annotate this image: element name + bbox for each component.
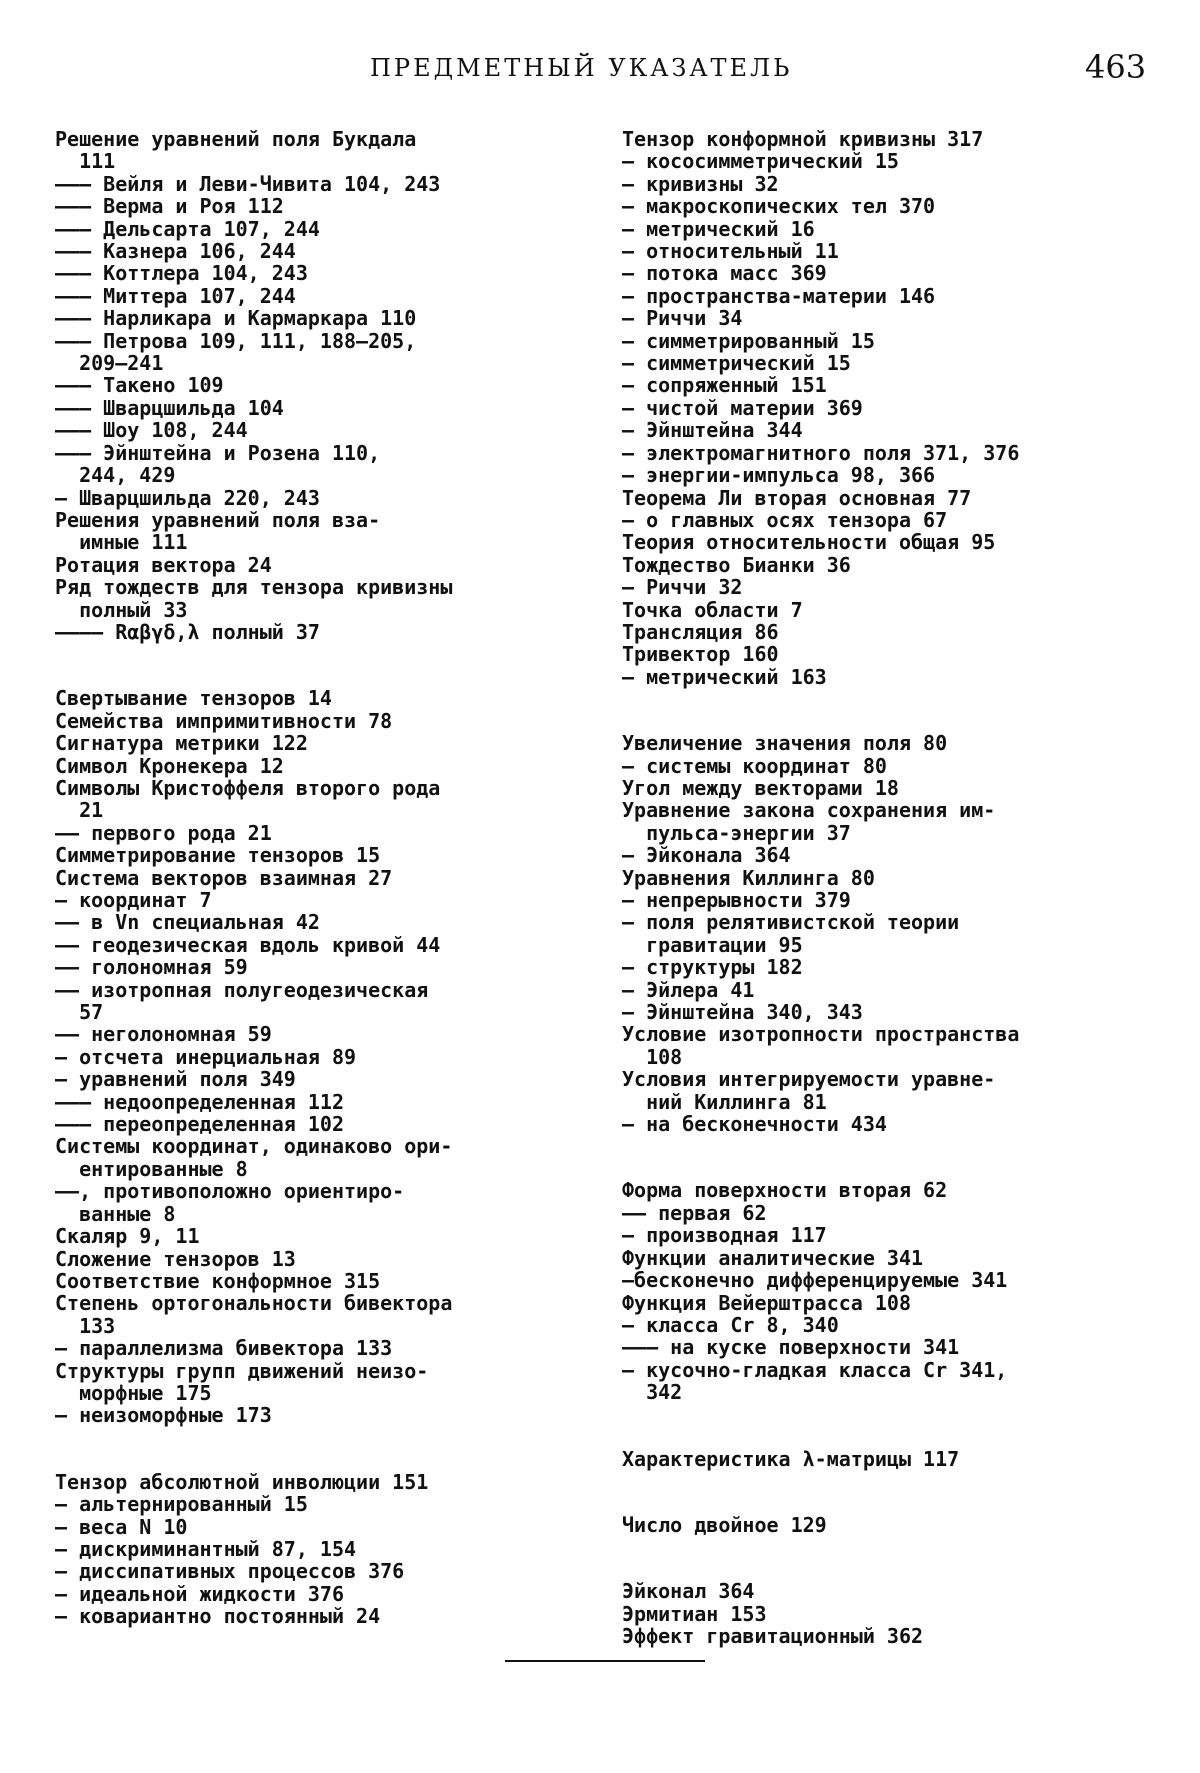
index-entry: Симметрирование тензоров 15 — [55, 843, 381, 868]
index-entry: ванные 8 — [55, 1201, 176, 1226]
index-entry: — идеальной жидкости 376 — [55, 1581, 344, 1606]
index-entry: Системы координат, одинаково ори- — [55, 1134, 453, 1159]
index-entry: ——— Такено 109 — [55, 373, 224, 398]
index-entry: —— голономная 59 — [55, 955, 248, 980]
index-entry: — электромагнитного поля 371, 376 — [622, 440, 1020, 465]
index-entry: ——— Казнера 106, 244 — [55, 239, 296, 264]
index-entry: ——— Дельсарта 107, 244 — [55, 216, 320, 241]
index-entry: ——— Шварцшильда 104 — [55, 395, 284, 420]
index-entry: 57 — [55, 1000, 104, 1025]
index-entry: Характеристика λ-матрицы 117 — [622, 1446, 960, 1471]
index-entry: Точка области 7 — [622, 597, 803, 622]
index-entry: Эрмитиан 153 — [622, 1601, 767, 1626]
index-entry: — ковариантно постоянный 24 — [55, 1604, 381, 1629]
index-entry: ——— Эйнштейна и Розена 110, — [55, 440, 381, 465]
index-section-gap — [622, 688, 1162, 732]
index-entry: — Шварцшильда 220, 243 — [55, 485, 320, 510]
index-entry: Семейства импримитивности 78 — [55, 708, 393, 733]
index-entry: ——— Вейля и Леви-Чивита 104, 243 — [55, 171, 441, 196]
index-entry: Решение уравнений поля Букдала — [55, 127, 417, 151]
index-entry: Эйконал 364 — [622, 1579, 755, 1604]
index-entry: 209—241 — [55, 351, 164, 376]
index-entry: Тензор абсолютной инволюции 151 — [55, 1469, 429, 1494]
index-entry: Решения уравнений поля вза- — [55, 507, 381, 532]
index-entry: Эффект гравитационный 362 — [622, 1624, 924, 1649]
index-entry: — Эйлера 41 — [622, 977, 755, 1002]
index-entry: —— неголономная 59 — [55, 1022, 272, 1047]
index-entry: Тривектор 160 — [622, 642, 779, 667]
index-entry: ний Киллинга 81 — [622, 1089, 827, 1114]
index-entry: Число двойное 129 — [622, 1512, 827, 1537]
index-entry: Увеличение значения поля 80 — [622, 731, 948, 756]
index-entry: —— изотропная полугеодезическая — [55, 977, 429, 1002]
index-entry: — кривизны 32 — [622, 171, 779, 196]
index-entry: — пространства-материи 146 — [622, 283, 936, 308]
index-entry: 21 — [55, 798, 104, 823]
index-entry: — диссипативных процессов 376 — [55, 1559, 405, 1584]
index-entry: Степень ортогональности бивектора — [55, 1291, 453, 1316]
index-entry: 133 — [55, 1313, 116, 1338]
index-entry: Функция Вейерштрасса 108 — [622, 1290, 911, 1315]
index-entry: — непрерывности 379 — [622, 888, 851, 912]
index-entry: Условие изотропности пространства — [622, 1022, 1020, 1047]
index-entry: Скаляр 9, 11 — [55, 1224, 200, 1249]
index-entry: ——— на куске поверхности 341 — [622, 1335, 960, 1360]
index-entry: — неизоморфные 173 — [55, 1403, 272, 1428]
page-header — [0, 48, 1200, 88]
index-column-left — [55, 128, 575, 1628]
index-entry: ——— Верма и Роя 112 — [55, 194, 284, 219]
index-entry: ——— Петрова 109, 111, 188—205, — [55, 328, 417, 353]
index-entry: — веса N 10 — [55, 1514, 188, 1539]
index-entry: Форма поверхности вторая 62 — [622, 1178, 948, 1203]
index-entry: Ротация вектора 24 — [55, 552, 272, 577]
index-entry: — Риччи 34 — [622, 306, 743, 331]
index-entry: — метрический 16 — [622, 216, 815, 241]
index-section-gap — [622, 1404, 1162, 1448]
index-entry: ———— Rαβγδ,λ полный 37 — [55, 619, 320, 644]
index-entry: — Эйконала 364 — [622, 843, 791, 868]
index-entry: Условия интегрируемости уравне- — [622, 1067, 996, 1092]
index-entry: — чистой материи 369 — [622, 395, 863, 420]
index-entry: 108 — [622, 1044, 683, 1069]
index-entry: 111 — [55, 149, 116, 174]
index-entry: — метрический 163 — [622, 664, 827, 689]
index-section-gap — [55, 643, 575, 687]
index-entry: гравитации 95 — [622, 932, 803, 957]
index-entry: Структуры групп движений неизо- — [55, 1358, 429, 1383]
index-entry: —бесконечно дифференцируемые 341 — [622, 1268, 1008, 1293]
index-section-gap — [622, 1135, 1162, 1179]
index-entry: — дискриминантный 87, 154 — [55, 1536, 357, 1561]
index-entry: — класса Cr 8, 340 — [622, 1312, 839, 1337]
index-section-gap — [622, 1470, 1162, 1514]
index-entry: 342 — [622, 1380, 683, 1405]
index-entry: — макроскопических тел 370 — [622, 194, 936, 219]
index-entry: Ряд тождеств для тензора кривизны — [55, 575, 453, 600]
index-entry: —— первого рода 21 — [55, 820, 272, 845]
index-entry: Символы Кристоффеля второго рода — [55, 775, 441, 800]
index-entry: морфные 175 — [55, 1380, 212, 1405]
index-entry: — альтернированный 15 — [55, 1492, 308, 1517]
index-entry: — системы координат 80 — [622, 753, 887, 778]
index-entry: ——— Нарликара и Кармаркара 110 — [55, 306, 417, 331]
index-entry: Функции аналитические 341 — [622, 1245, 924, 1270]
index-entry: — сопряженный 151 — [622, 373, 827, 398]
index-entry: — потока масс 369 — [622, 261, 827, 286]
index-entry: Соответствие конформное 315 — [55, 1268, 381, 1293]
index-entry: — уравнений поля 349 — [55, 1067, 296, 1092]
index-entry: — на бесконечности 434 — [622, 1112, 887, 1137]
index-entry: Угол между векторами 18 — [622, 775, 899, 800]
index-entry: Символ Кронекера 12 — [55, 753, 284, 778]
index-column-right — [622, 128, 1162, 1648]
index-entry: — координат 7 — [55, 888, 212, 912]
index-entry: ——— Шоу 108, 244 — [55, 418, 248, 443]
index-section-gap — [55, 1427, 575, 1471]
index-entry: — о главных осях тензора 67 — [622, 507, 948, 532]
index-entry: Теория относительности общая 95 — [622, 530, 996, 555]
index-entry: Тождество Бианки 36 — [622, 552, 851, 577]
index-entry: ——— недоопределенная 112 — [55, 1089, 344, 1114]
index-entry: — производная 117 — [622, 1223, 827, 1248]
index-entry: Уравнение закона сохранения им- — [622, 798, 996, 823]
index-section-gap — [622, 1536, 1162, 1580]
index-entry: пульса-энергии 37 — [622, 820, 851, 845]
index-entry: ——— Миттера 107, 244 — [55, 283, 296, 308]
index-entry: ентированные 8 — [55, 1156, 248, 1181]
index-entry: — кососимметрический 15 — [622, 149, 899, 174]
index-entry: Тензор конформной кривизны 317 — [622, 127, 984, 151]
index-entry: — симметрический 15 — [622, 351, 851, 376]
index-entry: — кусочно-гладкая класса Cr 341, — [622, 1357, 1008, 1382]
index-entry: Сигнатура метрики 122 — [55, 731, 308, 756]
index-entry: — Эйнштейна 340, 343 — [622, 1000, 863, 1025]
index-entry: —— в Vn специальная 42 — [55, 910, 320, 935]
index-entry: Свертывание тензоров 14 — [55, 686, 332, 711]
index-entry: — относительный 11 — [622, 239, 839, 264]
index-entry: Уравнения Киллинга 80 — [622, 865, 875, 890]
index-entry: — энергии-импульса 98, 366 — [622, 463, 936, 488]
index-entry: —— геодезическая вдоль кривой 44 — [55, 932, 441, 957]
page-title: ПРЕДМЕТНЫЙ УКАЗАТЕЛЬ — [370, 54, 793, 82]
index-entry: — структуры 182 — [622, 955, 803, 980]
index-entry: полный 33 — [55, 597, 188, 622]
index-entry: Трансляция 86 — [622, 619, 779, 644]
index-entry: ——, противоположно ориентиро- — [55, 1179, 405, 1204]
index-entry: — отсчета инерциальная 89 — [55, 1044, 357, 1069]
index-entry: имные 111 — [55, 530, 188, 555]
index-entry: Система векторов взаимная 27 — [55, 865, 393, 890]
index-entry: Теорема Ли вторая основная 77 — [622, 485, 972, 510]
index-entry: — поля релятивистской теории — [622, 910, 960, 935]
index-entry: ——— Коттлера 104, 243 — [55, 261, 308, 286]
index-entry: Сложение тензоров 13 — [55, 1246, 296, 1271]
index-entry: — симметрированный 15 — [622, 328, 875, 353]
index-entry: — параллелизма бивектора 133 — [55, 1336, 393, 1361]
index-entry: — Риччи 32 — [622, 575, 743, 600]
index-entry: —— первая 62 — [622, 1200, 767, 1225]
index-entry: 244, 429 — [55, 463, 176, 488]
index-entry: ——— переопределенная 102 — [55, 1112, 344, 1137]
end-rule — [505, 1660, 705, 1662]
page-number: 463 — [1085, 48, 1147, 86]
index-entry: — Эйнштейна 344 — [622, 418, 803, 443]
